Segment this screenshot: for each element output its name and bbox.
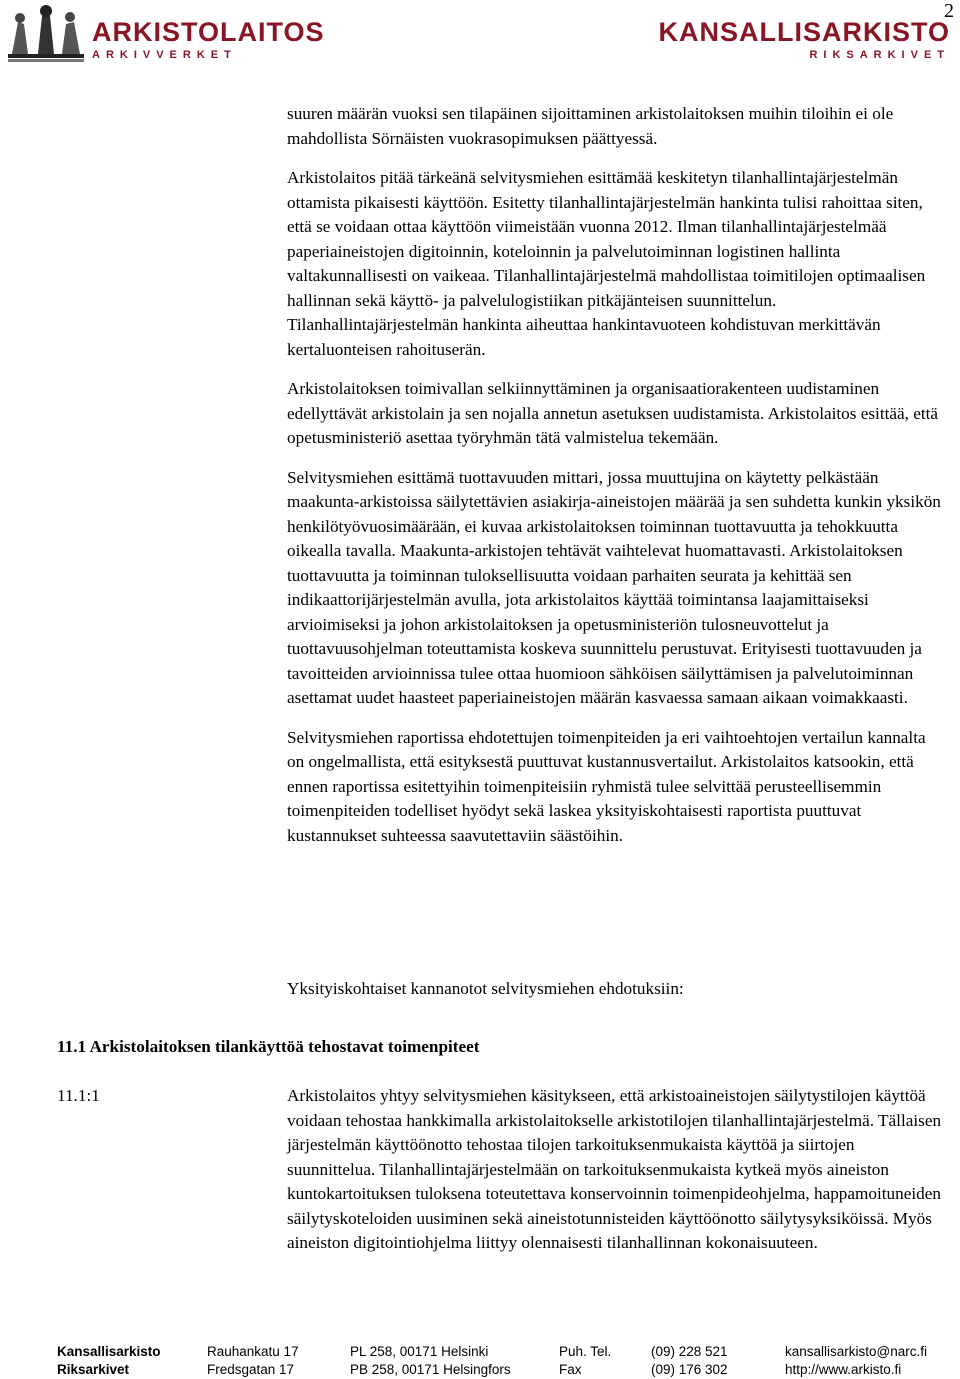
paragraph: Selvitysmiehen raportissa ehdotettujen toimenpiteiden ja eri vaihtoehtojen vertailun kannalta on ongelmallista, että esityksestä puuttuvat kustannusvertailut. Arkistolaitos katsookin, että ennen raportissa esitettyihin toimenpiteisiin ryhmistä tulee selvittää perusteellisemmin toimenpiteiden todelliset hyödyt sekä laskea yksityiskohtaisesti raportista puuttuvat kustannukset suhteessa saavutettaviin säästöihin. bbox=[287, 727, 926, 845]
logo-name: KANSALLISARKISTO bbox=[658, 17, 950, 47]
clause-text bbox=[287, 1084, 947, 1271]
page-header bbox=[0, 0, 960, 70]
footer-label: Fax bbox=[559, 1362, 582, 1377]
footer-street: Rauhankatu 17 bbox=[207, 1344, 299, 1359]
footer-row bbox=[57, 1343, 947, 1361]
logo-subtitle: ARKIVVERKET bbox=[92, 49, 237, 61]
footer-org: Kansallisarkisto bbox=[57, 1344, 161, 1359]
page-footer bbox=[57, 1343, 947, 1379]
paragraph: Arkistolaitos yhtyy selvitysmiehen käsitykseen, että arkistoaineistojen säilytystilojen käyttöä voidaan tehostaa hankkimalla arkistolaitokselle arkistotilojen tilanhallintajärjestelmä. Tällaisen järjestelmän käyttöönotto tehostaa tilojen tarkoituksenmukaista käyttöä ja siirtojen suunnittelua. Tilanhallintajärjestelmään on tarkoituksenmukaista kytkeä myös aineiston kuntokartoituksen tuloksena toteutettava konservoinnin toimenpideohjelma, happamoituneiden säilytyskoteloiden uusiminen sekä aineistotunnisteiden käyttöönotto säilytysyksiköissä. Myös aineiston digitointiohjelma liittyy olennaisesti tilanhallinnan kokonaisuuteen. bbox=[287, 1086, 942, 1252]
footer-label: Puh. Tel. bbox=[559, 1344, 612, 1359]
footer-website: http://www.arkisto.fi bbox=[785, 1362, 902, 1377]
kansallisarkisto-logo bbox=[658, 18, 950, 62]
footer-postal: PL 258, 00171 Helsinki bbox=[350, 1344, 489, 1359]
footer-phone: (09) 228 521 bbox=[651, 1344, 728, 1359]
paragraph: suuren määrän vuoksi sen tilapäinen sijoittaminen arkistolaitoksen muihin tiloihin ei ole mahdollista Sörnäisten vuokrasopimuksen päättyessä. bbox=[287, 104, 894, 148]
footer-email: kansallisarkisto@narc.fi bbox=[785, 1344, 928, 1359]
section-heading: 11.1 Arkistolaitoksen tilankäyttöä tehostavat toimenpiteet bbox=[57, 1037, 480, 1056]
logo-subtitle: RIKSARKIVET bbox=[809, 49, 950, 61]
archive-emblem-icon bbox=[4, 2, 88, 64]
logo-name: ARKISTOLAITOS bbox=[92, 17, 325, 47]
paragraph: Arkistolaitoksen toimivallan selkiinnyttäminen ja organisaatiorakenteen uudistaminen edellyttävät arkistolain ja sen nojalla annetun asetuksen uudistamista. Arkistolaitos esittää, että opetusministeriö asettaa työryhmän tätä valmistelua tekemään. bbox=[287, 379, 939, 447]
page-number: 2 bbox=[944, 0, 954, 22]
paragraph: Arkistolaitos pitää tärkeänä selvitysmiehen esittämää keskitetyn tilanhallintajärjestelmän ottamista pikaisesti käyttöön. Esitetty tilanhallintajärjestelmän hankinta tulisi rahoittaa siten, että se voidaan ottaa käyttöön viimeistään vuonna 2012. Ilman tilanhallintajärjestelmää paperiaineistojen digitoinnin, koteloinnin ja palvelutoiminnan logistinen hallinta valtakunnallisesti on vaikeaa. Tilanhallintajärjestelmä mahdollistaa toimitilojen optimaalisen hallinnan sekä käyttö- ja palvelulogistiikan pitkäjänteisen suunnittelun. Tilanhallintajärjestelmän hankinta aiheuttaa hankintavuoteen kohdistuvan merkittävän kertaluonteisen rahoituserän. bbox=[287, 168, 926, 359]
intro-line bbox=[287, 977, 947, 1017]
clause-number: 11.1:1 bbox=[57, 1086, 100, 1105]
main-text bbox=[287, 102, 947, 863]
footer-postal: PB 258, 00171 Helsingfors bbox=[350, 1362, 511, 1377]
footer-row bbox=[57, 1361, 947, 1379]
footer-street: Fredsgatan 17 bbox=[207, 1362, 295, 1377]
footer-org: Riksarkivet bbox=[57, 1362, 130, 1377]
footer-fax: (09) 176 302 bbox=[651, 1362, 728, 1377]
arkistolaitos-logo bbox=[92, 18, 325, 62]
paragraph: Selvitysmiehen esittämä tuottavuuden mittari, jossa muuttujina on käytetty pelkästään maakunta-arkistoissa säilytettävien asiakirja-aineistojen määrää ja sen suhdetta kunkin yksikön henkilötyövuosimäärään, ei kuvaa arkistolaitoksen toiminnan tuottavuutta ja tehokkuutta oikealla tavalla. Maakunta-arkistojen tehtävät vaihtelevat huomattavasti. Arkistolaitoksen tuottavuutta ja toiminnan tuloksellisuutta voidaan parhaiten seurata ja kehittää sen indikaattorijärjestelmän avulla, jota arkistolaitos käyttää toimintansa laajamittaiseksi arvioimiseksi ja johon arkistolaitoksen ja opetusministeriön tulosneuvottelut ja tuottavuusohjelman toteuttamista koskeva suunnittelu perustuvat. Erityisesti tuottavuuden ja tavoitteiden arvioinnissa tulee ottaa huomioon sähköisen säilyttämisen ja palvelutoiminnan asettamat uudet haasteet paperiaineistojen määrän kasvaessa samaan aikaan voimakkaasti. bbox=[287, 467, 941, 707]
paragraph: Yksityiskohtaiset kannanotot selvitysmiehen ehdotuksiin: bbox=[287, 979, 684, 998]
